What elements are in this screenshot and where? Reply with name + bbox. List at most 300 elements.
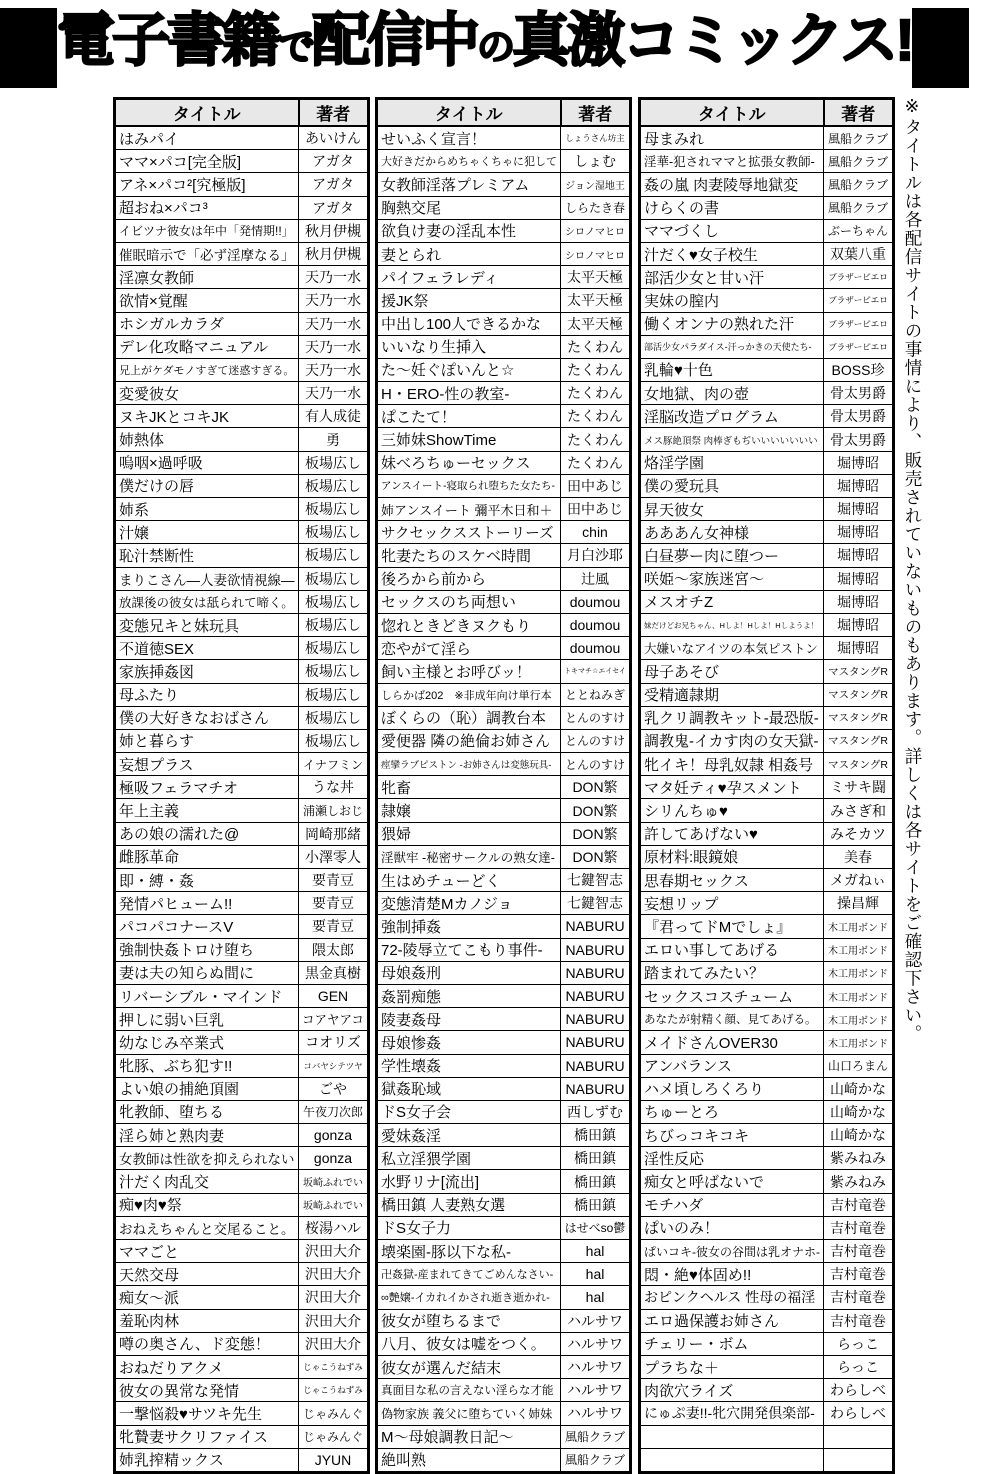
table-row	[640, 242, 894, 265]
title-text: 兄上がケダモノすぎて迷惑すぎる。	[119, 364, 295, 377]
banner-title	[57, 0, 912, 98]
title-text: 妹べろちゅーセックス	[381, 455, 531, 473]
title-text: あの娘の濡れた@	[119, 826, 240, 844]
title-text: 彼女が堕ちるまで	[381, 1313, 502, 1331]
table-row	[115, 1263, 369, 1286]
author-text: 天乃一水	[305, 269, 361, 286]
table-row	[377, 312, 631, 335]
title-cell	[377, 196, 561, 219]
author-cell	[824, 1402, 894, 1425]
table-row	[640, 1147, 894, 1170]
author-cell	[824, 637, 894, 660]
author-cell	[299, 1379, 369, 1402]
author-cell	[299, 289, 369, 312]
title-cell	[640, 1031, 824, 1054]
author-cell	[299, 335, 369, 358]
author-cell	[561, 1216, 631, 1239]
author-cell	[561, 335, 631, 358]
table-row	[640, 1240, 894, 1263]
title-cell	[115, 150, 299, 173]
title-text: 嗚咽×過呼吸	[119, 455, 203, 473]
author-cell	[824, 1170, 894, 1193]
table-row	[115, 1054, 369, 1077]
title-cell	[640, 1379, 824, 1402]
title-cell	[115, 498, 299, 521]
title-cell	[377, 382, 561, 405]
title-text: パイフェラレディ	[381, 269, 499, 287]
title-cell	[377, 845, 561, 868]
author-cell	[824, 1425, 894, 1448]
title-text: 強制挿姦	[381, 918, 442, 936]
table-row	[640, 706, 894, 729]
title-text: ちゅーとろ	[644, 1104, 720, 1122]
title-cell	[377, 1193, 561, 1216]
title-text: デレ化攻略マニュアル	[119, 339, 269, 357]
title-text: 大嫌いなアイツの本気ピストン	[644, 642, 818, 657]
author-cell	[561, 706, 631, 729]
table-row	[640, 961, 894, 984]
title-text: セックスコスチューム	[644, 988, 794, 1006]
table-row	[377, 196, 631, 219]
title-cell	[377, 1332, 561, 1355]
title-text: 淫華-犯されママと拡張女教師-	[644, 155, 815, 170]
author-text: 風船クラブ	[827, 201, 888, 216]
title-cell	[377, 242, 561, 265]
author-cell	[561, 382, 631, 405]
title-text: けらくの書	[644, 200, 720, 218]
author-text: 木工用ボンド	[828, 992, 888, 1004]
table-row	[640, 382, 894, 405]
author-text: 秋月伊槻	[305, 246, 361, 263]
title-text: メイドさんOVER30	[644, 1034, 778, 1052]
title-text: おねだりアクメ	[119, 1359, 224, 1377]
title-text: 僕の大好きなおばさん	[119, 710, 270, 728]
author-cell	[299, 474, 369, 497]
banner-right-block	[912, 8, 969, 88]
title-column-header: タイトル	[377, 99, 561, 127]
table-row	[377, 683, 631, 706]
author-cell	[299, 358, 369, 381]
author-cell	[561, 637, 631, 660]
table-row	[377, 173, 631, 196]
title-cell	[115, 312, 299, 335]
table-row	[640, 196, 894, 219]
title-text: 年上主義	[119, 803, 180, 821]
table-row	[115, 729, 369, 752]
author-cell	[824, 126, 894, 150]
author-cell	[824, 729, 894, 752]
author-text: 要青豆	[312, 895, 354, 912]
title-cell	[115, 1425, 299, 1448]
title-cell	[115, 1379, 299, 1402]
title-text: 痴女～派	[119, 1289, 180, 1307]
title-text: 八月、彼女は嘘をつく。	[381, 1336, 546, 1354]
author-text: 浦瀬しおじ	[302, 804, 363, 819]
author-cell	[561, 1402, 631, 1425]
title-cell	[377, 1240, 561, 1263]
author-cell	[824, 706, 894, 729]
table-row	[640, 567, 894, 590]
author-text: ミサキ闘	[830, 779, 886, 796]
table-row	[377, 706, 631, 729]
author-cell	[299, 1286, 369, 1309]
table-row	[640, 845, 894, 868]
table-row	[115, 567, 369, 590]
title-text: エロ過保護お姉さん	[644, 1313, 780, 1331]
author-text: 美春	[844, 848, 872, 865]
author-text: NABURU	[565, 1011, 625, 1028]
table-row	[640, 1379, 894, 1402]
table-row	[115, 1309, 369, 1332]
table-header-row	[377, 99, 631, 127]
author-cell	[561, 869, 631, 892]
title-cell	[115, 822, 299, 845]
title-cell	[640, 567, 824, 590]
author-text: 吉村竜巻	[830, 1196, 886, 1213]
author-cell	[561, 892, 631, 915]
author-text: 天乃一水	[305, 385, 361, 402]
table-row	[640, 428, 894, 451]
table-row	[377, 1124, 631, 1147]
author-text: doumou	[569, 593, 621, 610]
author-text: 吉村竜巻	[830, 1243, 886, 1260]
title-text: 姉アンスイート 彌平木日和＋	[381, 502, 553, 518]
title-text: いいなり生挿入	[381, 339, 487, 357]
title-cell	[377, 219, 561, 242]
title-text: 放課後の彼女は舐られて啼く。	[119, 595, 294, 610]
title-text: 噂の奥さん、ド変態！	[119, 1336, 270, 1354]
author-text: 堀博昭	[837, 640, 879, 657]
author-cell	[299, 126, 369, 150]
title-cell	[115, 126, 299, 150]
author-cell	[299, 706, 369, 729]
table-row	[115, 266, 369, 289]
author-cell	[561, 544, 631, 567]
table-row	[115, 1332, 369, 1355]
author-cell	[824, 382, 894, 405]
author-text: 木工用ボンド	[828, 1015, 888, 1027]
table-row	[377, 961, 631, 984]
title-text: 踏まれてみたい？	[644, 965, 765, 983]
title-text: 妹だけどお兄ちゃん、Hしよ！Hしよ！Hしようよ！	[644, 620, 819, 630]
table-row	[640, 1263, 894, 1286]
author-cell	[561, 1077, 631, 1100]
title-cell	[115, 1054, 299, 1077]
table-row	[640, 984, 894, 1007]
table-row	[640, 1448, 894, 1472]
title-cell	[115, 776, 299, 799]
table-row	[640, 729, 894, 752]
title-text: 羞恥肉林	[119, 1313, 180, 1331]
title-text: 白昼夢ー肉に堕つー	[644, 547, 780, 565]
title-text: 部活少女と甘い汗	[644, 269, 765, 287]
table-row	[115, 590, 369, 613]
author-text: DON繁	[572, 848, 618, 865]
author-text: doumou	[569, 617, 621, 634]
author-text: らっこ	[837, 1359, 879, 1376]
table-row	[377, 1216, 631, 1239]
title-cell	[377, 822, 561, 845]
title-text: パコパコナースV	[119, 918, 234, 936]
title-cell	[115, 521, 299, 544]
author-text: うな丼	[312, 779, 354, 796]
author-text: ブラザーピエロ	[828, 295, 888, 306]
table-row	[115, 474, 369, 497]
title-text: 思春期セックス	[644, 872, 749, 890]
title-cell	[377, 544, 561, 567]
title-cell	[377, 1402, 561, 1425]
title-cell	[640, 1147, 824, 1170]
title-text: アンスイート-寝取られ堕ちた女たち-	[381, 480, 556, 493]
title-cell	[115, 938, 299, 961]
author-text: 沢田大介	[305, 1243, 361, 1260]
author-text: たくわん	[567, 454, 623, 471]
table-row	[115, 335, 369, 358]
author-text: 木工用ボンド	[828, 1038, 888, 1050]
author-text: 堀博昭	[837, 617, 879, 634]
title-cell	[115, 451, 299, 474]
title-cell	[115, 706, 299, 729]
author-cell	[299, 845, 369, 868]
title-cell	[115, 1240, 299, 1263]
title-cell	[115, 1216, 299, 1239]
title-cell	[640, 498, 824, 521]
author-text: 吉村竜巻	[830, 1266, 886, 1283]
author-cell	[824, 1054, 894, 1077]
title-text: 姦罰痴態	[381, 988, 442, 1006]
author-text: GEN	[317, 988, 349, 1005]
author-text: 紫みねみ	[830, 1150, 886, 1167]
title-text: 即・縛・姦	[119, 872, 195, 890]
author-text: マスタングR	[828, 665, 888, 678]
author-text: コアヤアコ	[302, 1013, 364, 1028]
title-cell	[377, 637, 561, 660]
title-cell	[640, 938, 824, 961]
table-row	[115, 660, 369, 683]
author-cell	[299, 1124, 369, 1147]
author-text: 橋田鎮	[574, 1150, 616, 1167]
title-text: 飼い主様とお呼びッ！	[381, 663, 532, 681]
author-cell	[561, 660, 631, 683]
table-row	[377, 1077, 631, 1100]
title-cell	[115, 637, 299, 660]
table-row	[640, 1008, 894, 1031]
banner	[0, 6, 960, 90]
author-cell	[824, 1031, 894, 1054]
title-cell	[115, 474, 299, 497]
author-text: 双葉八重	[830, 246, 886, 263]
title-cell	[640, 382, 824, 405]
title-text: ∞艶嬢-イカれイかされ逝き逝かれ-	[381, 1292, 550, 1305]
title-text: 妄想プラス	[119, 756, 194, 774]
author-cell	[561, 312, 631, 335]
title-text: 彼女の異常な発情	[119, 1382, 240, 1400]
title-cell	[115, 382, 299, 405]
author-cell	[561, 1263, 631, 1286]
author-cell	[299, 219, 369, 242]
comic-table-right	[638, 97, 895, 1474]
table-row	[640, 1100, 894, 1123]
author-text: 沢田大介	[305, 1335, 361, 1352]
comic-table-middle	[375, 97, 632, 1474]
author-text: DON繁	[572, 825, 618, 842]
author-cell	[561, 822, 631, 845]
author-text: 木工用ボンド	[828, 946, 888, 958]
author-cell	[561, 173, 631, 196]
author-cell	[299, 1147, 369, 1170]
author-text: わらしべ	[830, 1405, 886, 1422]
title-column-header: タイトル	[115, 99, 299, 127]
table-row	[640, 544, 894, 567]
title-text: 牝教師、堕ちる	[119, 1104, 225, 1122]
author-text: 骨太男爵	[830, 408, 886, 425]
table-row	[377, 1425, 631, 1448]
table-row	[115, 845, 369, 868]
title-text: 淫獣牢 -秘密サークルの熟女達-	[381, 850, 555, 865]
table-row	[115, 1170, 369, 1193]
author-text: とんのすけ	[564, 757, 625, 772]
title-cell	[640, 312, 824, 335]
title-cell	[640, 150, 824, 173]
author-cell	[561, 521, 631, 544]
table-row	[377, 845, 631, 868]
title-text: 牝イキ！母乳奴隷 相姦号	[644, 756, 814, 774]
title-cell	[640, 776, 824, 799]
title-cell	[640, 126, 824, 150]
author-text: 田中あじ	[567, 501, 623, 518]
author-text: 七鍵智志	[567, 895, 623, 912]
table-row	[115, 892, 369, 915]
title-text: イビツナ彼女は年中「発情期!!」	[119, 224, 294, 239]
table-row	[640, 915, 894, 938]
title-cell	[377, 1124, 561, 1147]
author-text: アガタ	[312, 176, 354, 193]
author-cell	[299, 590, 369, 613]
table-row	[377, 1193, 631, 1216]
author-cell	[561, 984, 631, 1007]
table-row	[640, 358, 894, 381]
table-row	[377, 521, 631, 544]
author-text: 板場広し	[305, 686, 361, 703]
table-row	[640, 173, 894, 196]
author-cell	[561, 428, 631, 451]
table-row	[377, 1031, 631, 1054]
author-text: 有人成徒	[305, 408, 361, 425]
title-text: 妻は夫の知らぬ間に	[119, 965, 255, 983]
title-cell	[377, 869, 561, 892]
table-row	[377, 984, 631, 1007]
title-text: 発情パヒューム!!	[119, 895, 233, 913]
author-text: 堀博昭	[837, 547, 879, 564]
title-cell	[377, 126, 561, 150]
title-cell	[377, 1425, 561, 1448]
author-cell	[299, 1193, 369, 1216]
author-text: 紫みねみ	[830, 1173, 886, 1190]
title-text: ママ×パコ[完全版]	[119, 153, 242, 171]
title-text: 女地獄、肉の壺	[644, 385, 750, 403]
title-text: ママごと	[119, 1243, 180, 1261]
table-row	[377, 335, 631, 358]
author-cell	[299, 753, 369, 776]
title-text: 牝妻たちのスケベ時間	[381, 547, 532, 565]
title-cell	[377, 498, 561, 521]
author-text: 堀博昭	[837, 454, 879, 471]
author-text: 骨太男爵	[830, 385, 886, 402]
title-text: 偽物家族 義父に堕ちていく姉妹	[381, 1406, 553, 1421]
title-cell	[115, 613, 299, 636]
author-cell	[299, 173, 369, 196]
title-cell	[377, 1170, 561, 1193]
title-text: 淫凛女教師	[119, 269, 195, 287]
author-text: NABURU	[565, 964, 625, 981]
author-cell	[561, 938, 631, 961]
title-cell	[377, 289, 561, 312]
author-text: ごや	[319, 1080, 347, 1097]
author-cell	[561, 289, 631, 312]
title-text: あなたが射精く顔、見てあげる。	[644, 1014, 817, 1027]
author-cell	[299, 382, 369, 405]
table-row	[640, 405, 894, 428]
table-row	[115, 799, 369, 822]
author-text: シロノマヒロ	[565, 227, 625, 239]
author-text: 木工用ボンド	[828, 922, 888, 934]
title-text: 学性壊姦	[381, 1058, 442, 1076]
title-cell	[377, 660, 561, 683]
title-cell	[640, 1402, 824, 1425]
author-cell	[824, 799, 894, 822]
table-row	[115, 521, 369, 544]
title-text: アンバランス	[644, 1058, 732, 1076]
title-text: ぱいコキ-彼女の谷間は乳オナホ-	[644, 1244, 820, 1259]
table-row	[115, 706, 369, 729]
table-row	[640, 266, 894, 289]
title-cell	[115, 196, 299, 219]
author-text: 隈太郎	[312, 941, 354, 958]
author-cell	[561, 1124, 631, 1147]
title-text: 母娘姦刑	[381, 965, 442, 983]
author-text: NABURU	[565, 941, 625, 958]
table-row	[115, 1100, 369, 1123]
author-text: ととねみぎ	[564, 688, 625, 703]
table-row	[377, 219, 631, 242]
title-cell	[377, 474, 561, 497]
title-text: た～妊ぐぽいんと☆	[381, 362, 515, 380]
title-text: 原材料:眼鏡娘	[644, 849, 739, 867]
author-cell	[561, 498, 631, 521]
author-text: 板場広し	[305, 732, 361, 749]
author-cell	[561, 358, 631, 381]
author-cell	[561, 405, 631, 428]
author-cell	[561, 799, 631, 822]
author-cell	[299, 729, 369, 752]
title-cell	[115, 729, 299, 752]
author-cell	[299, 451, 369, 474]
title-cell	[115, 219, 299, 242]
author-cell	[561, 242, 631, 265]
author-cell	[299, 776, 369, 799]
author-column-header: 著者	[299, 99, 369, 127]
title-text: シリんちゅ♥	[644, 803, 728, 821]
author-text: 黒金真樹	[305, 964, 361, 981]
author-text: gonza	[313, 1127, 353, 1144]
title-text: アネ×パコ²[究極版]	[119, 176, 246, 194]
author-text: 山崎かな	[830, 1103, 886, 1120]
author-cell	[299, 266, 369, 289]
author-text: らっこ	[837, 1335, 879, 1352]
author-column-header: 著者	[824, 99, 894, 127]
author-cell	[824, 938, 894, 961]
author-cell	[299, 637, 369, 660]
